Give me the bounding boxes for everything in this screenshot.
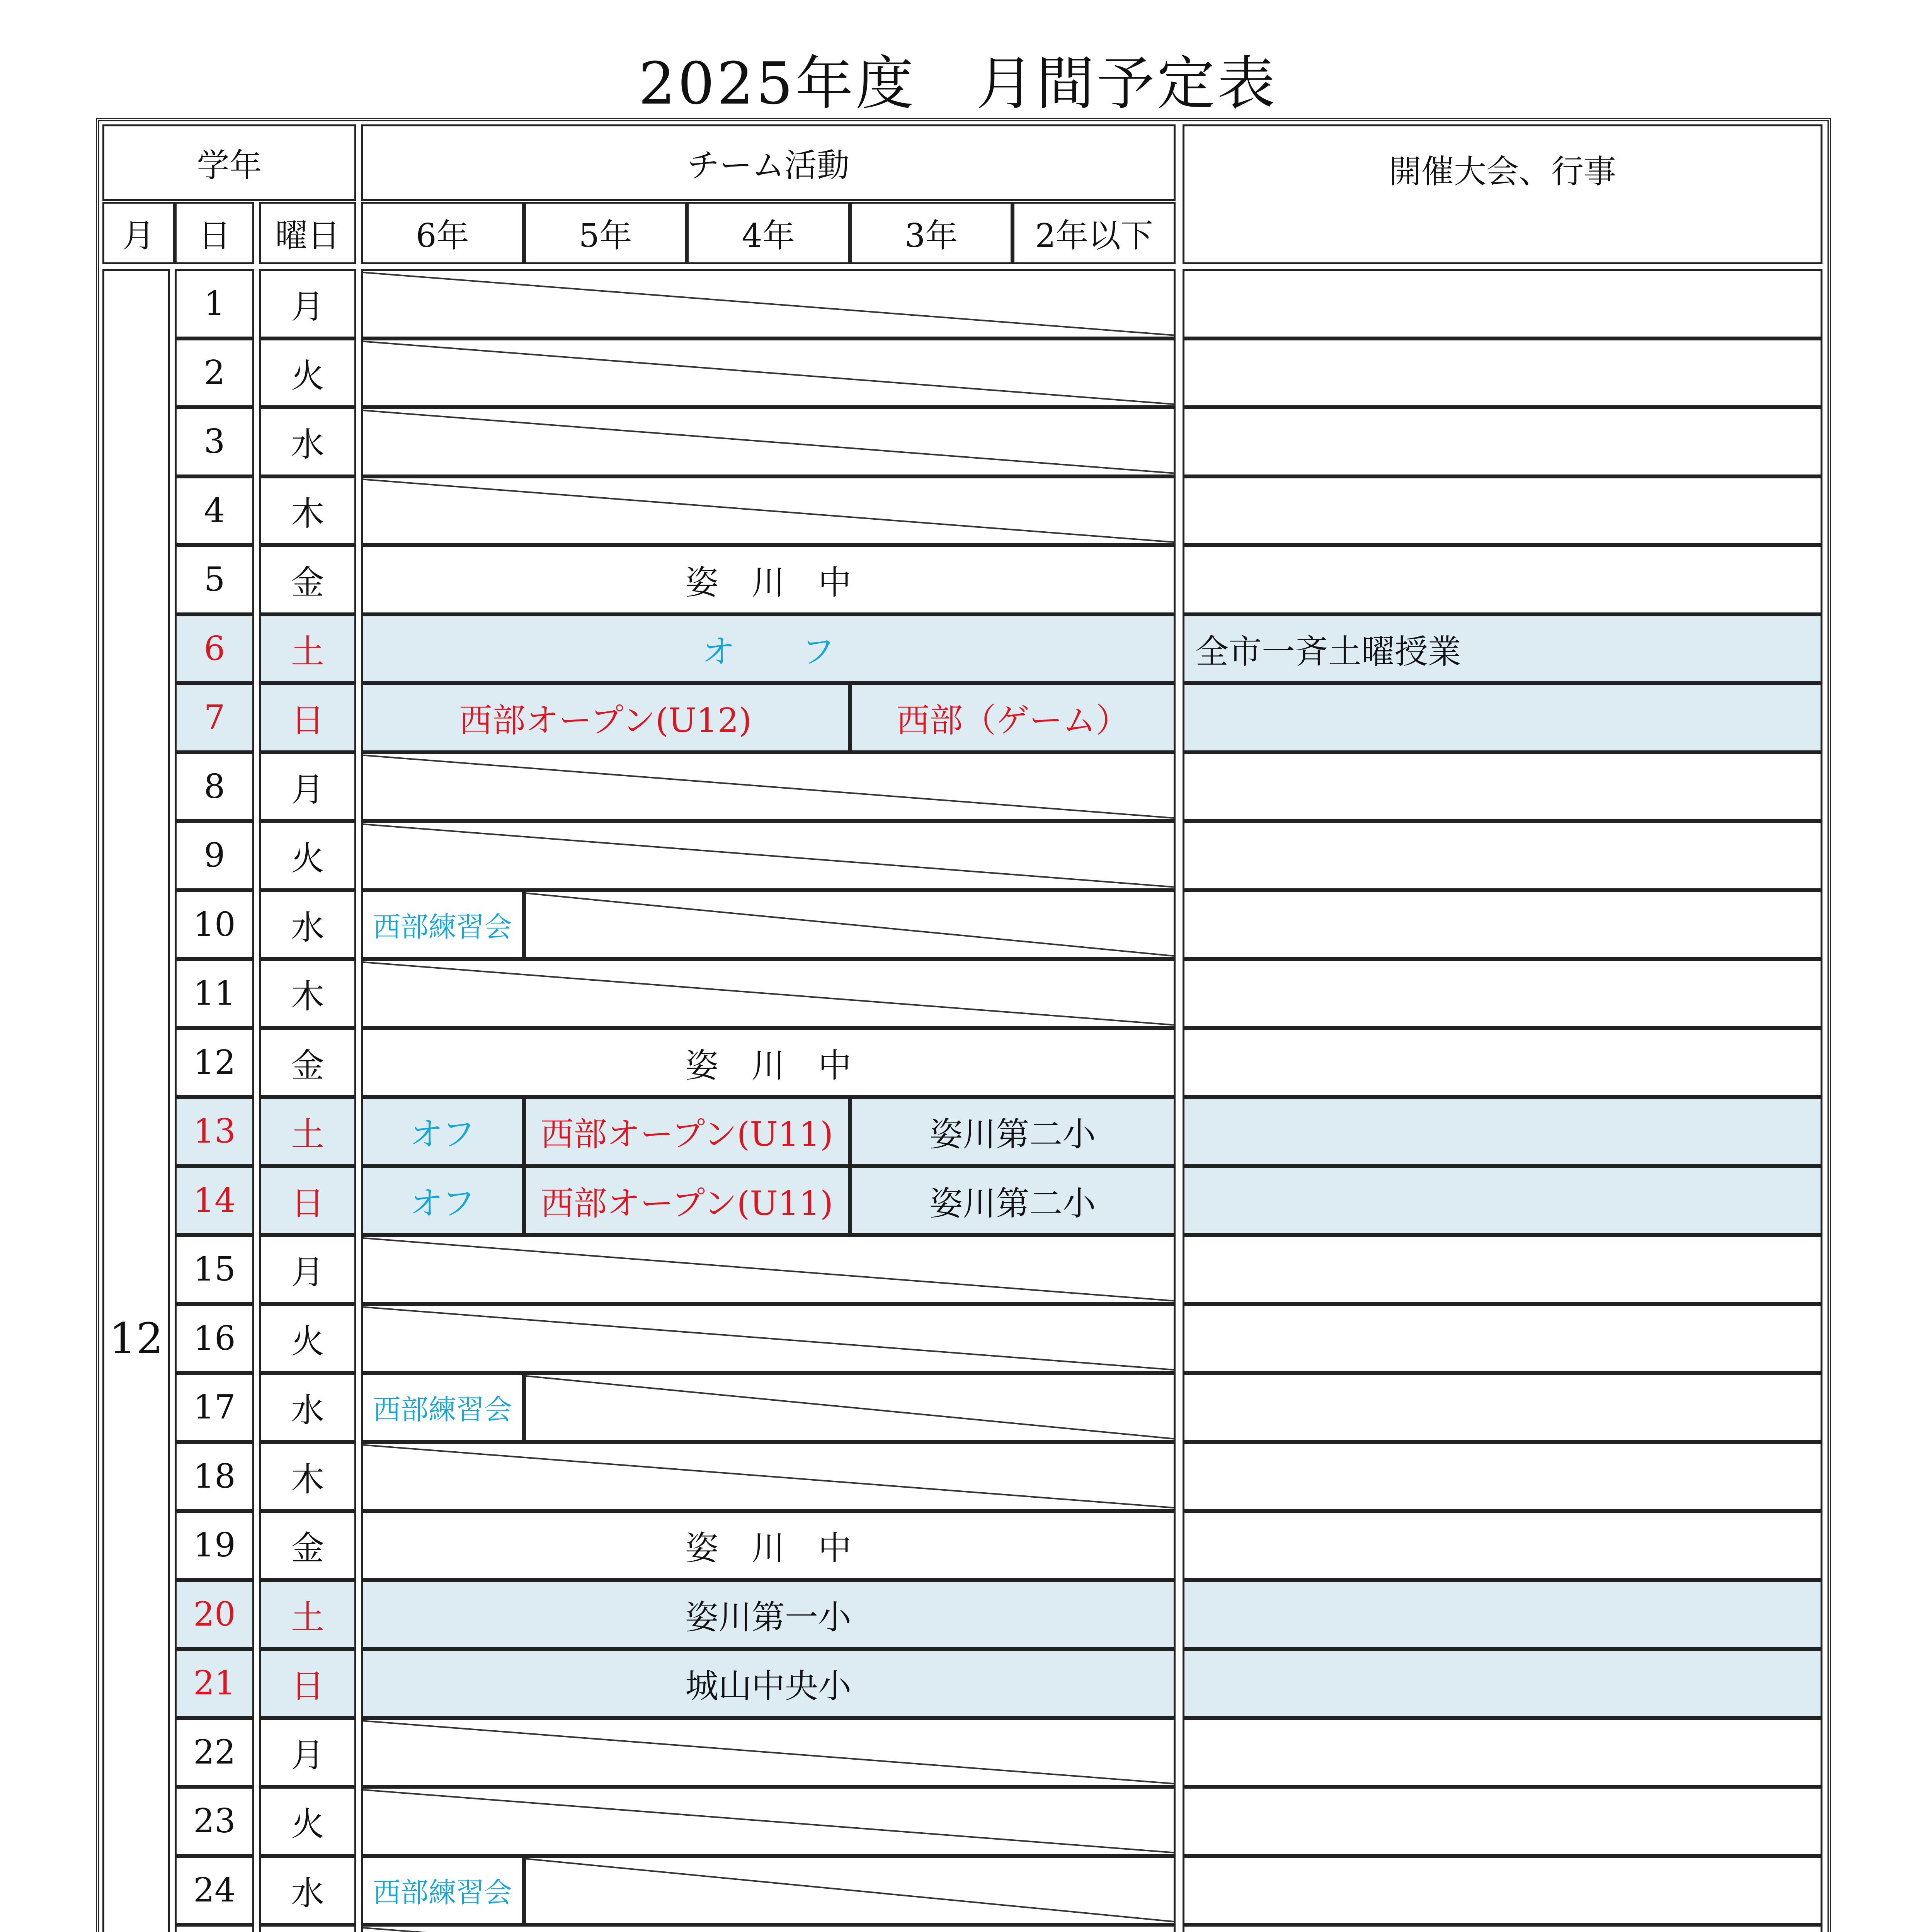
day-cell: 17 — [175, 1373, 254, 1442]
header-events: 開催大会、行事 — [1183, 124, 1822, 264]
day-cell: 19 — [175, 1511, 254, 1580]
activity-cell: 姿川第一小 — [361, 1580, 1176, 1649]
weekday-cell: 月 — [259, 269, 356, 338]
weekday-cell: 金 — [259, 545, 356, 614]
weekday-cell: 日 — [259, 683, 356, 752]
day-cell: 21 — [175, 1649, 254, 1718]
weekday-cell: 火 — [259, 821, 356, 890]
weekday-cell: 水 — [259, 407, 356, 476]
header-grade: 学年 — [102, 124, 356, 201]
activity-empty — [361, 476, 1176, 546]
day-cell: 8 — [175, 752, 254, 821]
day-cell: 9 — [175, 821, 254, 890]
weekday-cell: 金 — [259, 1028, 356, 1097]
weekday-cell: 月 — [259, 1235, 356, 1304]
activity-empty — [524, 1856, 1176, 1925]
weekday-cell: 木 — [259, 1442, 356, 1511]
header-grade-1: 6年 — [361, 202, 524, 264]
event-cell — [1183, 1304, 1822, 1373]
weekday-cell: 日 — [259, 1649, 356, 1718]
event-cell — [1183, 338, 1822, 408]
activity-empty — [524, 890, 1176, 959]
event-cell — [1183, 752, 1822, 821]
activity-cell: 姿 川 中 — [361, 1511, 1176, 1580]
weekday-cell: 金 — [259, 1511, 356, 1580]
activity-empty — [361, 1787, 1176, 1856]
day-cell: 12 — [175, 1028, 254, 1097]
day-cell: 14 — [175, 1166, 254, 1235]
event-cell — [1183, 407, 1822, 476]
day-cell: 16 — [175, 1304, 254, 1373]
event-cell — [1183, 1718, 1822, 1787]
activity-empty — [361, 1925, 1176, 1932]
weekday-cell: 木 — [259, 476, 356, 546]
weekday-cell: 木 — [259, 959, 356, 1028]
event-cell — [1183, 1925, 1822, 1932]
activity-empty — [361, 407, 1176, 476]
day-cell: 4 — [175, 476, 254, 546]
weekday-cell: 火 — [259, 338, 356, 408]
weekday-cell: 土 — [259, 1097, 356, 1166]
header-team-activity: チーム活動 — [361, 124, 1176, 201]
activity-cell-lower: 西部（ゲーム） — [850, 683, 1176, 752]
activity-rensyu: 西部練習会 — [361, 1856, 524, 1925]
activity-cell-lower: 姿川第二小 — [850, 1166, 1176, 1235]
weekday-cell: 水 — [259, 1856, 356, 1925]
activity-rensyu: 西部練習会 — [361, 890, 524, 959]
header-grade-4: 3年 — [850, 202, 1013, 264]
day-cell: 10 — [175, 890, 254, 959]
activity-cell-6th: オフ — [361, 1097, 524, 1166]
activity-empty — [361, 959, 1176, 1028]
activity-cell-u11: 西部オープン(U11) — [524, 1097, 850, 1166]
event-cell — [1183, 959, 1822, 1028]
activity-empty — [361, 752, 1176, 821]
event-cell — [1183, 545, 1822, 614]
day-cell: 2 — [175, 338, 254, 408]
activity-empty — [361, 1304, 1176, 1373]
header-grade-2: 5年 — [524, 202, 687, 264]
header-month: 月 — [102, 202, 175, 264]
day-cell: 7 — [175, 683, 254, 752]
header-grade-3: 4年 — [687, 202, 850, 264]
day-cell — [175, 1925, 254, 1932]
weekday-cell: 日 — [259, 1166, 356, 1235]
activity-cell-lower: 姿川第二小 — [850, 1097, 1176, 1166]
day-cell: 13 — [175, 1097, 254, 1166]
activity-cell: 城山中央小 — [361, 1649, 1176, 1718]
day-cell: 23 — [175, 1787, 254, 1856]
day-cell: 5 — [175, 545, 254, 614]
weekday-cell: 水 — [259, 890, 356, 959]
event-cell: 全市一斉土曜授業 — [1183, 614, 1822, 684]
event-cell — [1183, 1097, 1822, 1166]
event-cell — [1183, 683, 1822, 752]
weekday-cell — [259, 1925, 356, 1932]
weekday-cell: 月 — [259, 752, 356, 821]
event-cell — [1183, 1580, 1822, 1649]
weekday-cell: 月 — [259, 1718, 356, 1787]
event-cell — [1183, 1787, 1822, 1856]
day-cell: 3 — [175, 407, 254, 476]
event-cell — [1183, 1028, 1822, 1097]
event-cell — [1183, 1511, 1822, 1580]
activity-empty — [361, 1235, 1176, 1304]
day-cell: 11 — [175, 959, 254, 1028]
header-weekday: 曜日 — [259, 202, 356, 264]
event-cell — [1183, 1373, 1822, 1442]
activity-empty — [361, 338, 1176, 408]
activity-rensyu: 西部練習会 — [361, 1373, 524, 1442]
day-cell: 20 — [175, 1580, 254, 1649]
event-cell — [1183, 821, 1822, 890]
weekday-cell: 水 — [259, 1373, 356, 1442]
day-cell: 6 — [175, 614, 254, 684]
day-cell: 22 — [175, 1718, 254, 1787]
activity-empty — [361, 269, 1176, 338]
activity-cell-u11: 西部オープン(U11) — [524, 1166, 850, 1235]
day-cell: 1 — [175, 269, 254, 338]
event-cell — [1183, 890, 1822, 959]
event-cell — [1183, 476, 1822, 546]
day-cell: 15 — [175, 1235, 254, 1304]
weekday-cell: 火 — [259, 1304, 356, 1373]
event-cell — [1183, 1235, 1822, 1304]
event-cell — [1183, 269, 1822, 338]
header-day: 日 — [175, 202, 254, 264]
activity-cell-6th: オフ — [361, 1166, 524, 1235]
activity-cell-u12: 西部オープン(U12) — [361, 683, 850, 752]
weekday-cell: 土 — [259, 614, 356, 684]
event-cell — [1183, 1856, 1822, 1925]
activity-cell: 姿 川 中 — [361, 1028, 1176, 1097]
month-cell: 12 — [102, 269, 170, 1932]
activity-cell: 姿 川 中 — [361, 545, 1176, 614]
weekday-cell: 火 — [259, 1787, 356, 1856]
page-title: 2025年度 月間予定表 — [638, 50, 1278, 117]
day-cell: 24 — [175, 1856, 254, 1925]
activity-empty — [361, 821, 1176, 890]
day-cell: 18 — [175, 1442, 254, 1511]
event-cell — [1183, 1649, 1822, 1718]
weekday-cell: 土 — [259, 1580, 356, 1649]
activity-empty — [361, 1442, 1176, 1511]
activity-empty — [361, 1718, 1176, 1787]
event-cell — [1183, 1166, 1822, 1235]
event-cell — [1183, 1442, 1822, 1511]
header-grade-5: 2年以下 — [1012, 202, 1176, 264]
activity-empty — [524, 1373, 1176, 1442]
activity-cell: オ フ — [361, 614, 1176, 684]
